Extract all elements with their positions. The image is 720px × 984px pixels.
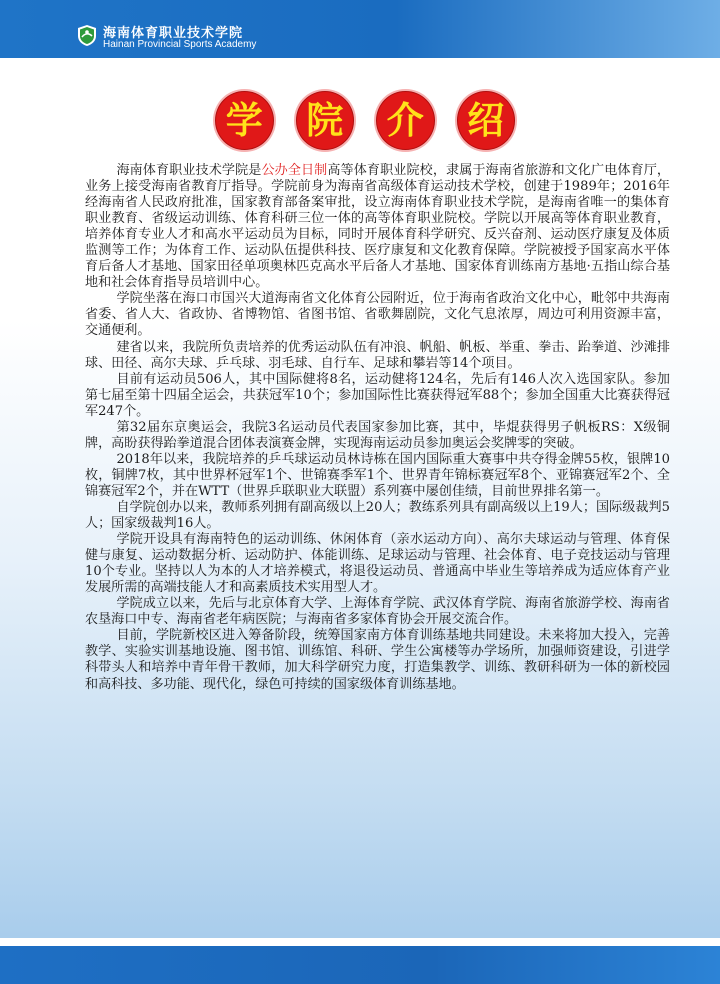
title-char-4: 绍 bbox=[457, 91, 516, 150]
highlight-full-time-public: 公办全日制 bbox=[261, 163, 328, 178]
footer-divider bbox=[0, 938, 720, 946]
paragraph-majors: 学院开设具有海南特色的运动训练、休闲体育（亲水运动方向）、高尔夫球运动与管理、体育保健与康复、运动数据分析、运动防护、体能训练、足球运动与管理、社会体育、电子竞技运动与管理10个专业。坚持以人为本的人才培养模式，将退役运动员、普通高中毕业生等培养成为适应体育产业发展所需的高端技能人才和高素质技术实用型人才。 bbox=[85, 532, 670, 596]
paragraph-staff: 自学院创办以来，教师系列拥有副高级以上20人；教练系列具有副高级以上19人；国际级裁判5人；国家级裁判16人。 bbox=[85, 499, 670, 532]
paragraph-sports-teams: 建省以来，我院所负责培养的优秀运动队伍有冲浪、帆船、帆板、举重、拳击、跆拳道、沙滩排球、田径、高尔夫球、乒乓球、羽毛球、自行车、足球和攀岩等14个项目。 bbox=[85, 339, 670, 371]
introduction-body bbox=[85, 163, 670, 693]
academy-logo-icon bbox=[77, 24, 97, 47]
paragraph-olympics: 第32届东京奥运会，我院3名运动员代表国家参加比赛，其中，毕焜获得男子帆板RS：X级铜牌，高盼获得跆拳道混合团体表演赛金牌，实现海南运动员参加奥运会奖牌零的突破。 bbox=[85, 419, 670, 451]
paragraph-location: 学院坐落在海口市国兴大道海南省文化体育公园附近，位于海南省政治文化中心，毗邻中共海南省委、省人大、省政协、省博物馆、省图书馆、省歌舞剧院，文化气息浓厚，周边可利用资源丰富，交通便利。 bbox=[85, 291, 670, 339]
title-char-1: 学 bbox=[215, 91, 274, 150]
footer-bar bbox=[0, 946, 720, 984]
paragraph-table-tennis: 2018年以来，我院培养的乒乓球运动员林诗栋在国内国际重大赛事中共夺得金牌55枚，银牌10枚，铜牌7枚，其中世界杯冠军1个、世锦赛季军1个、世界青年锦标赛冠军8个、亚锦赛冠军2个、全锦赛冠军2个，并在WTT（世界乒联职业大联盟）系列赛中屡创佳绩，目前世界排名第一。 bbox=[85, 451, 670, 499]
paragraph-overview-lead: 海南体育职业技术学院是 bbox=[116, 163, 262, 178]
page-title bbox=[215, 91, 515, 151]
paragraph-cooperation: 学院成立以来，先后与北京体育大学、上海体育学院、武汉体育学院、海南省旅游学校、海南省农垦海口中专、海南省老年病医院；与海南省多家体育协会开展交流合作。 bbox=[85, 596, 670, 628]
paragraph-overview-rest: 高等体育职业院校，隶属于海南省旅游和文化广电体育厅，业务上接受海南省教育厅指导。学院前身为海南省高级体育运动技术学校，创建于1989年；2016年经海南省人民政府批准，国家教育部备案审批，设立海南体育职业技术学院，是海南省唯一的集体育职业教育、省级运动训练、体育科研三位一体的高等体育职业院校。学院以开展高等体育职业教育，培养体育专业人才和高水平运动员为目标，同时开展体育科学研究、反兴奋剂、运动医疗康复及体质监测等工作；为体育工作、运动队伍提供科技、医疗康复和文化教育保障。学院被授予国家高水平体育后备人才基地、国家田径单项奥林匹克高水平后备人才基地、国家体育训练南方基地·五指山综合基地和社会体育指导员培训中心。 bbox=[85, 163, 671, 291]
school-name-en: Hainan Provincial Sports Academy bbox=[103, 39, 257, 50]
paragraph-athletes: 目前有运动员506人，其中国际健将8名，运动健将124名，先后有146人次入选国家队。参加第七届至第十四届全运会，共获冠军10个；参加国际性比赛获得冠军88个；参加全国重大比赛获得冠军247个。 bbox=[85, 371, 670, 419]
header-bar bbox=[0, 0, 720, 58]
paragraph-future: 目前，学院新校区进入筹备阶段，统筹国家南方体育训练基地共同建设。未来将加大投入，完善教学、实验实训基地设施、图书馆、训练馆、科研、学生公寓楼等办学场所，加强师资建设，引进学科带头人和培养中青年骨干教师，加大科学研究力度，打造集教学、训练、教研科研为一体的新校园和高科技、多功能、现代化，绿色可持续的国家级体育训练基地。 bbox=[85, 628, 670, 692]
title-char-3: 介 bbox=[376, 91, 435, 150]
title-char-2: 院 bbox=[296, 91, 355, 150]
paragraph-overview bbox=[85, 163, 670, 291]
school-name-cn: 海南体育职业技术学院 bbox=[103, 26, 244, 41]
